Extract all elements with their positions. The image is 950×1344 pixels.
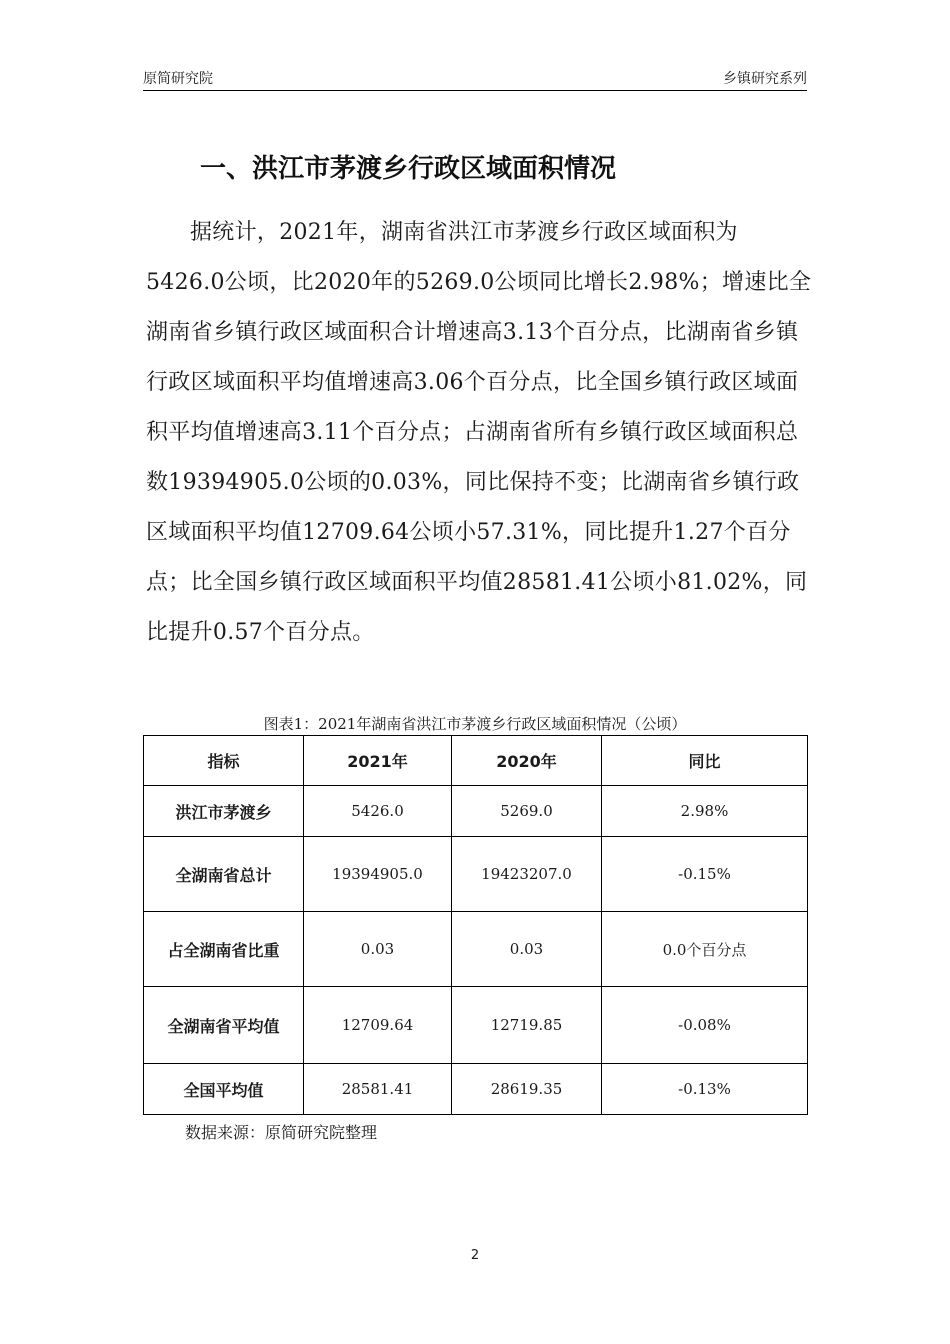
table-row — [144, 912, 808, 987]
table-cell: -0.15% — [602, 837, 808, 912]
table-row — [144, 837, 808, 912]
section-title: 一、洪江市茅渡乡行政区域面积情况 — [200, 154, 617, 184]
table-cell: 19423207.0 — [452, 837, 602, 912]
table-header-cell: 2020年 — [452, 736, 602, 786]
table-row — [144, 1064, 808, 1115]
area-table — [143, 735, 808, 1115]
header-series: 乡镇研究系列 — [723, 71, 807, 87]
row-label: 全湖南省总计 — [144, 837, 304, 912]
data-source: 数据来源：原简研究院整理 — [185, 1123, 378, 1142]
table-cell: -0.08% — [602, 987, 808, 1064]
table-cell: 19394905.0 — [304, 837, 452, 912]
table-row — [144, 786, 808, 837]
table-caption: 图表1：2021年湖南省洪江市茅渡乡行政区域面积情况（公顷） — [263, 715, 687, 733]
table-cell: 0.03 — [452, 912, 602, 987]
page-number: 2 — [470, 1248, 480, 1263]
page-header — [143, 68, 807, 91]
table-header-cell: 同比 — [602, 736, 808, 786]
table-cell: -0.13% — [602, 1064, 808, 1115]
table-cell: 28581.41 — [304, 1064, 452, 1115]
row-label: 全湖南省平均值 — [144, 987, 304, 1064]
table-cell: 0.03 — [304, 912, 452, 987]
table-cell: 12719.85 — [452, 987, 602, 1064]
header-org: 原简研究院 — [143, 71, 213, 87]
table-header-cell: 2021年 — [304, 736, 452, 786]
table-header-row — [144, 736, 808, 786]
body-paragraph: 据统计，2021年，湖南省洪江市茅渡乡行政区域面积为5426.0公顷，比2020年的5269.0公顷同比增长2.98%；增速比全湖南省乡镇行政区域面积合计增速高3.13个百分点，比湖南省乡镇行政区域面积平均值增速高3.06个百分点，比全国乡镇行政区域面积平均值增速高3.11个百分点；占湖南省所有乡镇行政区域面积总数19394905.0公顷的0.03%，同比保持不变；比湖南省乡镇行政区域面积平均值12709.64公顷小57.31%，同比提升1.27个百分点；比全国乡镇行政区域面积平均值28581.41公顷小81.02%，同比提升0.57个百分点。 — [146, 220, 812, 645]
table-cell: 0.0个百分点 — [602, 912, 808, 987]
table-row — [144, 987, 808, 1064]
row-label: 占全湖南省比重 — [144, 912, 304, 987]
table-cell: 28619.35 — [452, 1064, 602, 1115]
table-header-cell: 指标 — [144, 736, 304, 786]
table-cell: 2.98% — [602, 786, 808, 837]
table-cell: 5269.0 — [452, 786, 602, 837]
row-label: 洪江市茅渡乡 — [144, 786, 304, 837]
row-label: 全国平均值 — [144, 1064, 304, 1115]
table-cell: 12709.64 — [304, 987, 452, 1064]
table-cell: 5426.0 — [304, 786, 452, 837]
